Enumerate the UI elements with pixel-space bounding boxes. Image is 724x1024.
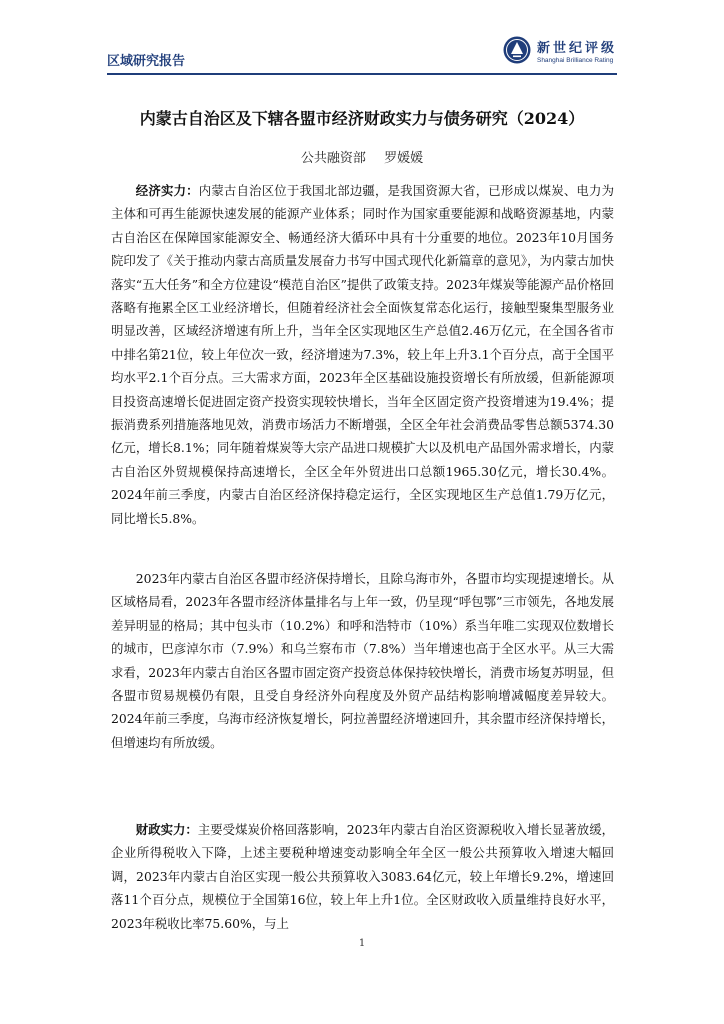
author-department: 公共融资部 — [300, 151, 366, 166]
paragraph-text: 内蒙古自治区位于我国北部边疆，是我国资源大省，已形成以煤炭、电力为主体和可再生能源快速发展的能源产业体系；同时作为国家重要能源和战略资源基地，内蒙古自治区在保障国家能源安全、畅通经济大循环中具有十分重要的地位。2023年10月国务院印发了《关于推动内蒙古高质量发展奋力书写中国式现代化新篇章的意见》，为内蒙古加快落实“五大任务”和全方位建设“模范自治区”提供了政策支持。2023年煤炭等能源产品价格回落略有拖累全区工业经济增长，但随着经济社会全面恢复常态化运行，接触型聚集型服务业明显改善，区域经济增速有所上升，当年全区实现地区生产总值2.46万亿元，在全国各省市中排名第21位，较上年位次一致，经济增速为7.3%，较上年上升3.1个百分点，高于全国平均水平2.1个百分点。三大需求方面，2023年全区基础设施投资增长有所放缓，但新能源项目投资高速增长促进固定资产投资实现较快增长，当年全区固定资产投资增速为19.4%；提振消费系列措施落地见效，消费市场活力不断增强，全区全年社会消费品零售总额5374.30亿元，增长8.1%；同年随着煤炭等大宗产品进口规模扩大以及机电产品国外需求增长，内蒙古自治区外贸规模保持高速增长，全区全年外贸进出口总额1965.30亿元，增长30.4%。2024年前三季度，内蒙古自治区经济保持稳定运行，全区实现地区生产总值1.79万亿元，同比增长5.8%。 — [111, 183, 615, 526]
author-name: 罗媛媛 — [384, 151, 424, 166]
header-rule — [107, 73, 617, 75]
section-label: 区域研究报告 — [107, 54, 186, 69]
brand-emblem-icon — [502, 35, 532, 65]
paragraph-text: 2023年内蒙古自治区各盟市经济保持增长，且除乌海市外，各盟市均实现提速增长。从区域格局看，2023年各盟市经济体量排名与上年一致，仍呈现“呼包鄂”三市领先，各地发展差异明显的格局；其中包头市（10.2%）和呼和浩特市（10%）系当年唯二实现双位数增长的城市，巴彦淖尔市（7.9%）和乌兰察布市（7.8%）当年增速也高于全区水平。从三大需求看，2023年内蒙古自治区各盟市固定资产投资总体保持较快增长，消费市场复苏明显，但各盟市贸易规模仍有限，且受自身经济外向程度及外贸产品结构影响增减幅度差异较大。2024年前三季度，乌海市经济恢复增长，阿拉善盟经济增速回升，其余盟市经济保持增长，但增速均有所放缓。 — [111, 571, 614, 750]
paragraph-lead: 财政实力： — [135, 822, 198, 837]
paragraph-fiscal — [111, 818, 614, 935]
logo-name-en: Shanghai Brilliance Rating — [536, 56, 614, 64]
paragraph-text: 主要受煤炭价格回落影响，2023年内蒙古自治区资源税收入增长显著放缓，企业所得税收入下降，上述主要税种增速变动影响全年全区一般公共预算收入增速大幅回调，2023年内蒙古自治区实现一般公共预算收入3083.64亿元，较上年增长9.2%，增速回落11个百分点，规模位于全国第16位，较上年上升1位。全区财政收入质量维持良好水平，2023年税收比率75.60%，与上 — [111, 822, 614, 931]
page-header — [107, 30, 617, 75]
brand-logo — [502, 32, 617, 68]
report-title: 内蒙古自治区及下辖各盟市经济财政实力与债务研究（2024） — [139, 109, 585, 128]
author-line — [107, 147, 617, 166]
paragraph-lead: 经济实力： — [135, 183, 199, 198]
paragraph-cities — [111, 567, 614, 754]
page-number: 1 — [358, 938, 366, 949]
paragraph-economy — [111, 179, 614, 530]
logo-name-cn: 新世纪评级 — [536, 40, 617, 56]
